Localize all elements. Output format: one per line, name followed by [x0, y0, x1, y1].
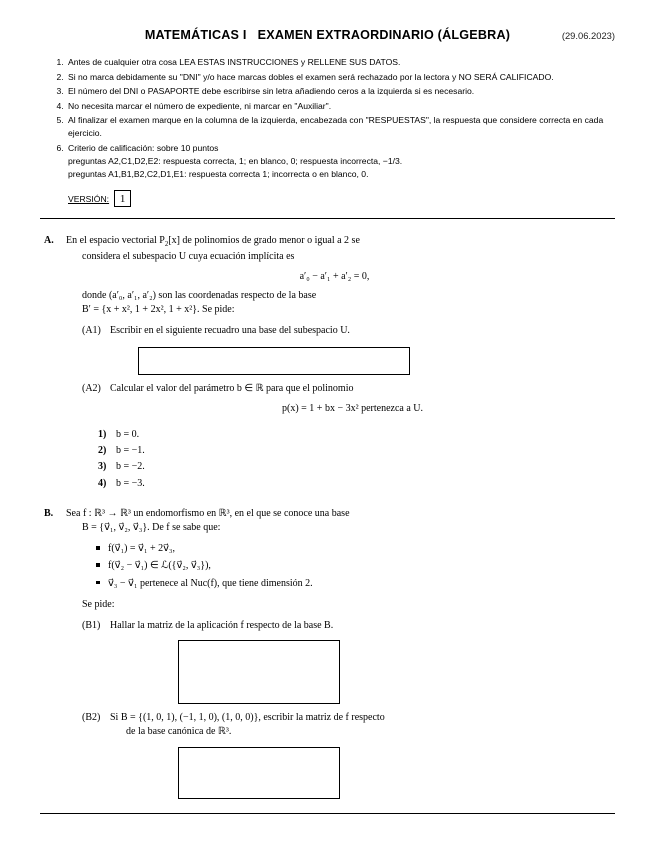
instruction-text-1: Antes de cualquier otra cosa LEA ESTAS INSTRUCCIONES y RELLENE SUS DATOS. — [68, 57, 401, 67]
subitem-a2-line2: p(x) = 1 + bx − 3x² pertenezca a U. — [282, 402, 423, 414]
instructions-list — [40, 56, 615, 181]
condition-item: v⃗₃ − v⃗₁ pertenece al Nuc(f), que tiene dimensión 2. — [96, 575, 603, 592]
version-value-box: 1 — [114, 190, 131, 207]
condition-item: f(v⃗₂ − v⃗₁) ∈ ℒ({v⃗₂, v⃗₃}), — [96, 557, 603, 574]
choice-option[interactable] — [98, 476, 603, 492]
choice-text: b = −3. — [116, 477, 145, 489]
problem-a-where-1: donde (a′₀, a′₁, a′₂) son las coordenadas respecto de la base — [82, 290, 317, 302]
problem-a-subscript: 2 — [164, 241, 169, 249]
subitem-b2-line1: Si B = {(1, 0, 1), (−1, 1, 0), (1, 0, 0)}, escribir la matriz de f respecto — [110, 712, 385, 724]
problem-b-letter: B. — [44, 507, 54, 519]
answer-box-b2[interactable] — [178, 747, 340, 799]
answer-box-a1[interactable] — [138, 347, 410, 375]
document-header — [40, 28, 615, 42]
divider-bottom — [40, 813, 615, 814]
instruction-item — [66, 142, 615, 181]
version-row — [68, 190, 615, 207]
choice-option[interactable] — [98, 427, 603, 443]
instruction-item — [66, 100, 615, 113]
instruction-item — [66, 85, 615, 98]
subitem-a2-text — [110, 382, 603, 421]
subitem-b1-tag: (B1) — [82, 619, 101, 631]
subitem-a1 — [82, 324, 603, 338]
choice-option[interactable] — [98, 459, 603, 475]
subitem-a2-line1: Calcular el valor del parámetro b ∈ ℝ para que el polinomio — [110, 382, 354, 394]
problem-a-statement — [66, 234, 603, 250]
instruction-text-2: Si no marca debidamente su "DNI" y/o hace marcas dobles el examen será rechazado por la lectora y NO SERÁ CALIFICADO. — [68, 71, 554, 82]
choice-option[interactable] — [98, 443, 603, 459]
version-label: VERSIÓN: — [68, 193, 110, 204]
instruction-item — [66, 56, 615, 69]
choice-number: 4) — [98, 477, 107, 489]
instruction-item — [66, 114, 615, 140]
choice-text: b = −2. — [116, 461, 145, 473]
problem-b-line1: Sea f : ℝ³ → ℝ³ un endomorfismo en ℝ³, en el que se conoce una base — [66, 507, 350, 519]
instruction-item — [66, 71, 615, 84]
criteria-line-2: preguntas A1,B1,B2,C2,D1,E1: respuesta correcta 1; incorrecta o en blanco, 0. — [68, 169, 369, 179]
choices-a2 — [66, 427, 603, 492]
condition-item: f(v⃗₁) = v⃗₁ + 2v⃗₃, — [96, 540, 603, 557]
subitem-b1-text: Hallar la matriz de la aplicación f respecto de la base B. — [110, 619, 334, 631]
choice-number: 2) — [98, 445, 107, 457]
subitem-a2-tag: (A2) — [82, 382, 101, 394]
subitem-b2 — [82, 711, 603, 739]
problem-b-se-pide: Se pide: — [82, 598, 115, 610]
subitem-a1-text: Escribir en el siguiente recuadro una base del subespacio U. — [110, 325, 350, 337]
exam-date: (29.06.2023) — [561, 30, 615, 41]
choice-text: b = −1. — [116, 445, 145, 457]
subitem-b2-tag: (B2) — [82, 712, 101, 724]
problem-b-line2: B = {v⃗₁, v⃗₂, v⃗₃}. De f se sabe que: — [82, 521, 221, 533]
problem-b-conditions — [66, 540, 603, 592]
instruction-text-3: El número del DNI o PASAPORTE debe escribirse sin letra añadiendo ceros a la izquierda si es necesario. — [68, 86, 475, 97]
subitem-a2 — [82, 382, 603, 421]
choice-number: 1) — [98, 429, 107, 441]
choice-number: 3) — [98, 461, 107, 473]
subitem-b1 — [82, 619, 603, 633]
problem-a-line3: considera el subespacio U cuya ecuación implícita es — [82, 250, 295, 262]
answer-box-b1[interactable] — [178, 640, 340, 704]
instruction-text-4: No necesita marcar el número de expediente, ni marcar en "Auxiliar". — [68, 100, 332, 111]
problem-a-line1: En el espacio vectorial P — [66, 235, 165, 247]
instruction-text-6: Criterio de calificación: sobre 10 puntos — [68, 142, 219, 153]
problem-b — [40, 507, 615, 800]
choice-text: b = 0. — [116, 429, 140, 441]
subitem-a1-tag: (A1) — [82, 325, 101, 337]
subitem-b2-line2: de la base canónica de ℝ³. — [126, 726, 232, 738]
problem-a-equation: a′₀ − a′₁ + a′₂ = 0, — [299, 270, 370, 282]
problem-a-line2: [x] de polinomios de grado menor o igual a 2 se — [168, 235, 360, 247]
problem-a — [40, 234, 615, 492]
problem-a-where-2: B′ = {x + x², 1 + 2x², 1 + x²}. Se pide: — [82, 304, 235, 316]
problem-a-letter: A. — [44, 235, 54, 247]
criteria-line-1: preguntas A2,C1,D2,E2: respuesta correcta, 1; en blanco, 0; respuesta incorrecta, −1/3. — [68, 155, 403, 166]
instruction-text-5: Al finalizar el examen marque en la columna de la izquierda, encabezada con "RESPUESTAS", la respuesta que considere correcta en cada ejercicio. — [68, 115, 604, 139]
subitem-b2-text — [110, 711, 603, 739]
divider-top — [40, 218, 615, 219]
page-title: MATEMÁTICAS I EXAMEN EXTRAORDINARIO (ÁLGEBRA) — [144, 28, 511, 42]
